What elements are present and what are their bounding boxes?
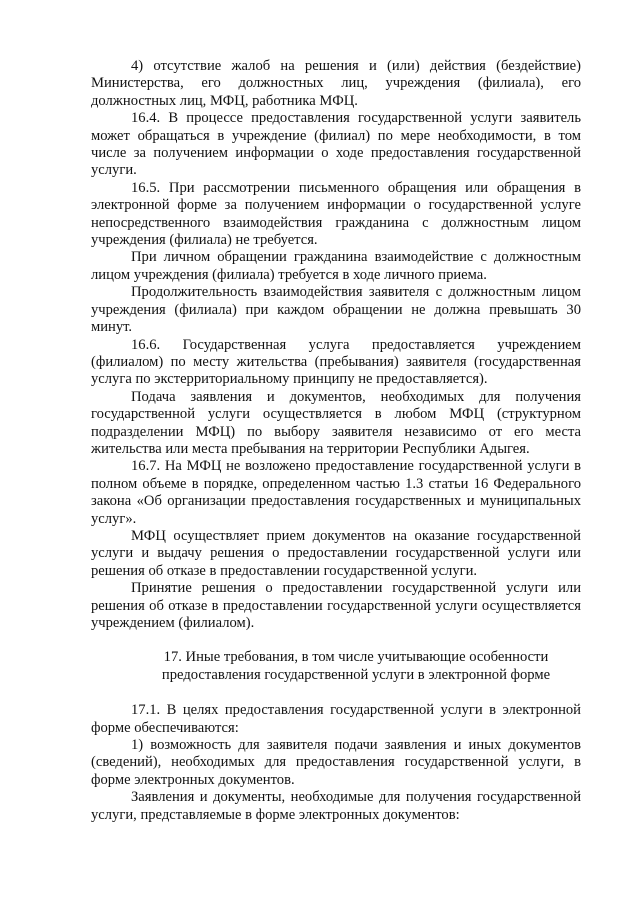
paragraph-decision: Принятие решения о предоставлении государственной услуги или решения об отказе в предоставлении государственной услуги осуществляется учреждением (филиалом). [91, 580, 581, 631]
paragraph-submission-mfc: Подача заявления и документов, необходимых для получения государственной услуги осуществляется в любом МФЦ (структурном подразделении МФЦ) по выбору заявителя независимо от его места жительства или места пребывания на территории Республики Адыгея. [91, 388, 581, 457]
paragraph-16-5: 16.5. При рассмотрении письменного обращения или обращения в электронной форме за получением информации о государственной услуге непосредственного взаимодействия гражданина с должностным лицом учреждения (филиала) не требуется. [91, 179, 581, 249]
paragraph-16-4: 16.4. В процессе предоставления государственной услуги заявитель может обращаться в учреждение (филиал) по мере необходимости, в том числе за получением информации о ходе предоставления государственной услуги. [91, 110, 581, 179]
spacer [91, 684, 581, 702]
section-heading-line-1: 17. Иные требования, в том числе учитывающие особенности [163, 649, 549, 666]
paragraph-interaction-duration: Продолжительность взаимодействия заявителя с должностным лицом учреждения (филиала) при каждом обращении не должна превышать 30 минут. [91, 284, 581, 336]
paragraph-17-1: 17.1. В целях предоставления государственной услуги в электронной форме обеспечиваются: [91, 702, 581, 736]
paragraph-electronic-submission: 1) возможность для заявителя подачи заявления и иных документов (сведений), необходимых для предоставления государственной услуги, в форме электронных документов. [91, 737, 581, 788]
paragraph-16-6: 16.6. Государственная услуга предоставляется учреждением (филиалом) по месту жительства (пребывания) заявителя (государственная услуга по экстерриториальному принципу не предоставляется). [91, 336, 581, 388]
paragraph-4-no-complaints: 4) отсутствие жалоб на решения и (или) действия (бездействие) Министерства, его должностных лиц, учреждения (филиала), его должностных лиц, МФЦ, работника МФЦ. [91, 58, 581, 109]
paragraph-electronic-documents: Заявления и документы, необходимые для получения государственной услуги, представляемые в форме электронных документов: [91, 789, 581, 823]
section-heading-line-2: предоставления государственной услуги в электронной форме [161, 666, 551, 683]
spacer [91, 632, 581, 649]
section-17-heading [91, 649, 581, 684]
paragraph-mfc-accepts: МФЦ осуществляет прием документов на оказание государственной услуги и выдачу решения о предоставлении государственной услуги или решения об отказе в предоставлении государственной услуги. [91, 527, 581, 579]
document-page [91, 58, 581, 824]
paragraph-16-7: 16.7. На МФЦ не возложено предоставление государственной услуги в полном объеме в порядке, определенном частью 1.3 статьи 16 Федерального закона «Об организации предоставления государственных и муниципальных услуг». [91, 458, 581, 527]
paragraph-personal-appeal: При личном обращении гражданина взаимодействие с должностным лицом учреждения (филиала) требуется в ходе личного приема. [91, 249, 581, 283]
